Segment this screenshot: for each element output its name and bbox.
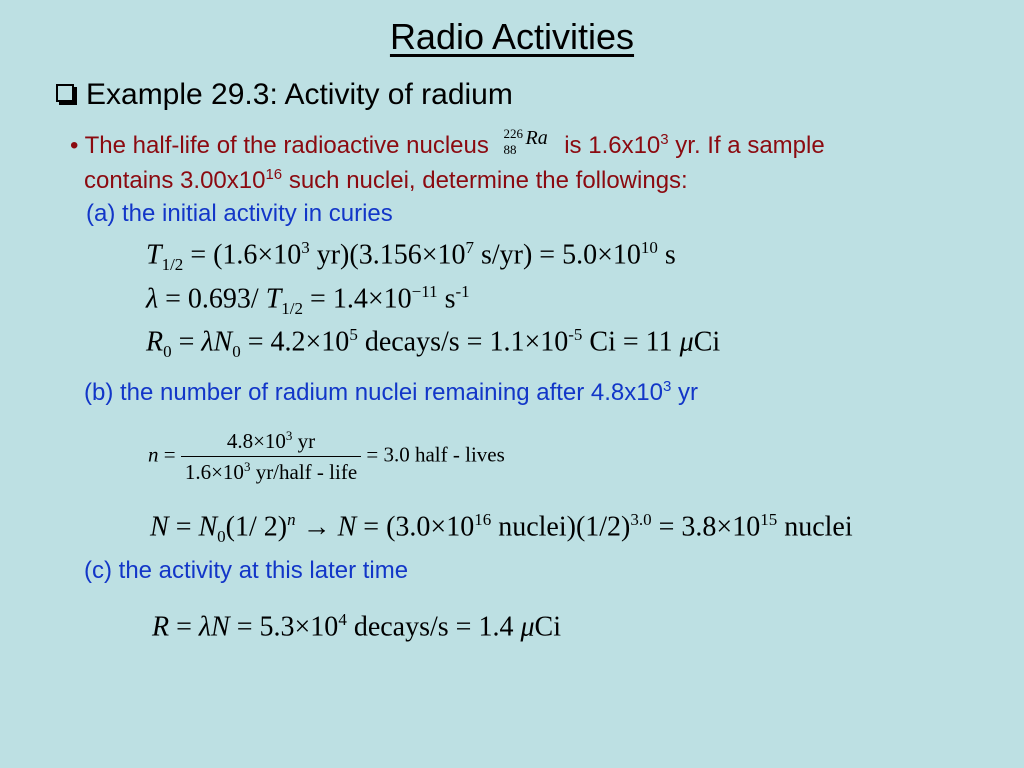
equation-later-activity: $R = \lambda N = 5.3\times 10^4$ decays/s = 1.4 μCi: [152, 610, 561, 643]
element-symbol: Ra: [525, 126, 548, 149]
part-b-label: (b) the number of radium nuclei remaining after $4.8x10^3$ yr: [84, 378, 698, 406]
part-c-label: (c) the activity at this later time: [84, 557, 409, 584]
mass-number: 226: [503, 125, 524, 141]
example-heading: [56, 78, 513, 112]
problem-line-1: [70, 125, 825, 162]
problem-line-2: contains $3.00x10^{16}$ such nuclei, determine the followings:: [84, 166, 688, 194]
atomic-number: 88: [503, 141, 517, 157]
problem-text-1: The half-life of the radioactive nucleus: [84, 132, 489, 159]
equation-half-lives: n = $\frac{4.8\times 10^3 yr}{1.6\times 10^3 yr/half - life}$ = 3.0 half - lives: [148, 428, 505, 484]
problem-text-2: is $1.6x10^3$ yr. If a sample: [564, 131, 825, 159]
equation-half-life: $T_{1/2} = (1.6\times 10^3$ $yr)(3.156\times 10^7$ $s/yr) = 5.0\times 10^{10}$ s: [146, 238, 676, 274]
part-a-label: (a) the initial activity in curies: [86, 200, 393, 227]
equation-initial-activity: $R_0 = \lambda N_0 = 4.2\times 10^5$ decays/s = $1.1\times 10^{-5}$ Ci = 11 μCi: [146, 325, 721, 361]
equation-remaining-nuclei: $N = N_0(1/$ $2)^n \to N = (3.0\times 10^{16}$ $nuclei)(1/2)^{3.0} = 3.8\times 10^{15}$ nuclei: [150, 510, 853, 546]
bullet: •: [70, 132, 79, 159]
equation-decay-constant: λ = 0.693/ $T_{1/2} = 1.4\times 10^{-11}$ $s^{-1}$: [146, 282, 470, 318]
radium-nuclide-symbol: [496, 125, 558, 162]
half-lives-fraction: $\frac{4.8\times 10^3 yr}{1.6\times 10^3 yr/half - life}$: [181, 428, 361, 485]
checkbox-bullet-icon: [56, 84, 74, 102]
example-heading-text: Example 29.3: Activity of radium: [86, 78, 513, 111]
slide-title: Radio Activities: [389, 16, 635, 57]
